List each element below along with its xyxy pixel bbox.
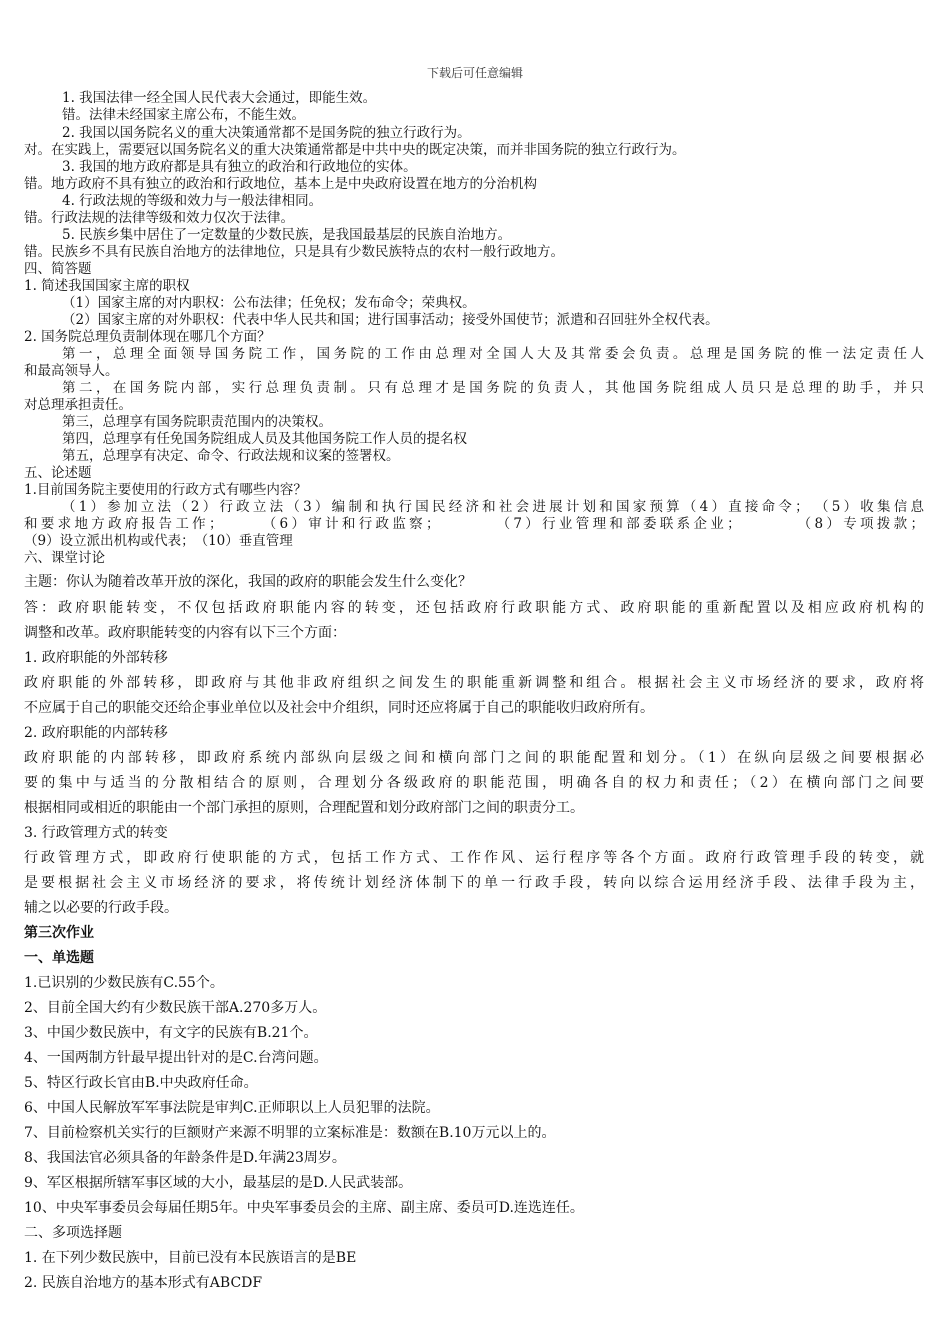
text-line: 2. 我国以国务院名义的重大决策通常都不是国务院的独立行政行为。 bbox=[62, 125, 471, 141]
text-line: 2、目前全国大约有少数民族干部A.270多万人。 bbox=[24, 1000, 327, 1016]
text-line: 7、目前检察机关实行的巨额财产来源不明罪的立案标准是：数额在B.10万元以上的。 bbox=[24, 1125, 556, 1141]
text-line: 行政管理方式，即政府行使职能的方式，包括工作方式、工作作风、运行程序等各个方面。政府行政管理手段的转变，就 bbox=[24, 850, 924, 866]
section-heading: 一、单选题 bbox=[24, 950, 94, 966]
text-line: 8、我国法官必须具备的年龄条件是D.年满23周岁。 bbox=[24, 1150, 346, 1166]
text-line: 5、特区行政长官由B.中央政府任命。 bbox=[24, 1075, 258, 1091]
text-line: 政府职能的外部转移，即政府与其他非政府组织之间发生的职能重新调整和组合。根据社会主义市场经济的要求，政府将 bbox=[24, 675, 924, 691]
text-line: 错。地方政府不具有独立的政治和行政地位，基本上是中央政府设置在地方的分治机构 bbox=[24, 176, 537, 192]
text-line: 调整和改革。政府职能转变的内容有以下三个方面： bbox=[24, 625, 346, 641]
text-line: 1. 政府职能的外部转移 bbox=[24, 650, 168, 666]
text-line: 1. 我国法律一经全国人民代表大会通过，即能生效。 bbox=[62, 90, 377, 106]
text-line: 不应属于自己的职能交还给企事业单位以及社会中介组织，同时还应将属于自己的职能收归政府所有。 bbox=[24, 700, 654, 716]
text-line: 对。在实践上，需要冠以国务院名义的重大决策通常都是中共中央的既定决策，而并非国务院的独立行政行为。 bbox=[24, 142, 686, 158]
text-line: （1）参加立法（2）行政立法（3）编制和执行国民经济和社会进展计划和国家预算（4）直接命令； （5）收集信息 bbox=[62, 499, 924, 515]
text-line: 和要求地方政府报告工作； （6）审计和行政监察； （7）行业管理和部委联系企业； （8）专项拨款； bbox=[24, 516, 924, 532]
text-line: 1.已识别的少数民族有C.55个。 bbox=[24, 975, 224, 991]
text-line: 2. 政府职能的内部转移 bbox=[24, 725, 168, 741]
text-line: 3、中国少数民族中，有文字的民族有B.21个。 bbox=[24, 1025, 318, 1041]
text-line: 主题：你认为随着改革开放的深化，我国的政府的职能会发生什么变化？ bbox=[24, 574, 472, 590]
page-header: 下载后可任意编辑 bbox=[426, 66, 523, 80]
text-line: 错。民族乡不具有民族自治地方的法律地位，只是具有少数民族特点的农村一般行政地方。 bbox=[24, 244, 564, 260]
text-line: （9）设立派出机构或代表； （10）垂直管理 bbox=[24, 533, 293, 549]
text-line: 四、简答题 bbox=[24, 261, 92, 277]
text-line: 是要根据社会主义市场经济的要求，将传统计划经济体制下的单一行政手段，转向以综合运用经济手段、法律手段为主， bbox=[24, 875, 924, 891]
text-line: 错。行政法规的法律等级和效力仅次于法律。 bbox=[24, 210, 294, 226]
text-line: 第三，总理享有国务院职责范围内的决策权。 bbox=[62, 414, 332, 430]
text-line: 二、多项选择题 bbox=[24, 1225, 122, 1241]
text-line: 6、中国人民解放军军事法院是审判C.正师职以上人员犯罪的法院。 bbox=[24, 1100, 440, 1116]
text-line: 10、中央军事委员会每届任期5年。中央军事委员会的主席、副主席、委员可D.连选连任。 bbox=[24, 1200, 584, 1216]
section-heading: 第三次作业 bbox=[24, 925, 94, 941]
text-line: 1.目前国务院主要使用的行政方式有哪些内容？ bbox=[24, 482, 307, 498]
text-line: 2. 国务院总理负责制体现在哪几个方面？ bbox=[24, 329, 271, 345]
text-line: 3. 我国的地方政府都是具有独立的政治和行政地位的实体。 bbox=[62, 159, 417, 175]
text-line: （2）国家主席的对外职权：代表中华人民共和国；进行国事活动；接受外国使节；派遣和召回驻外全权代表。 bbox=[62, 312, 719, 328]
text-line: 1. 简述我国国家主席的职权 bbox=[24, 278, 190, 294]
text-line: 4、一国两制方针最早提出针对的是C.台湾问题。 bbox=[24, 1050, 328, 1066]
text-line: 3. 行政管理方式的转变 bbox=[24, 825, 168, 841]
text-line: 五、论述题 bbox=[24, 465, 92, 481]
text-line: 1. 在下列少数民族中，目前已没有本民族语言的是BE bbox=[24, 1250, 357, 1266]
text-line: 要的集中与适当的分散相结合的原则，合理划分各级政府的职能范围，明确各自的权力和责任；（2）在横向部门之间要 bbox=[24, 775, 924, 791]
text-line: 根据相同或相近的职能由一个部门承担的原则，合理配置和划分政府部门之间的职责分工。 bbox=[24, 800, 584, 816]
text-line: 5. 民族乡集中居住了一定数量的少数民族，是我国最基层的民族自治地方。 bbox=[62, 227, 512, 243]
text-line: 9、军区根据所辖军事区域的大小，最基层的是D.人民武装部。 bbox=[24, 1175, 413, 1191]
text-line: 辅之以必要的行政手段。 bbox=[24, 900, 178, 916]
text-line: 政府职能的内部转移，即政府系统内部纵向层级之间和横向部门之间的职能配置和划分。（1）在纵向层级之间要根据必 bbox=[24, 750, 924, 766]
text-line: （1）国家主席的对内职权：公布法律；任免权；发布命令；荣典权。 bbox=[62, 295, 476, 311]
text-line: 第一，总理全面领导国务院工作，国务院的工作由总理对全国人大及其常委会负责。总理是国务院的惟一法定责任人 bbox=[62, 346, 924, 362]
text-line: 2. 民族自治地方的基本形式有ABCDF bbox=[24, 1275, 263, 1291]
text-line: 对总理承担责任。 bbox=[24, 397, 132, 413]
text-line: 第二，在国务院内部，实行总理负责制。只有总理才是国务院的负责人，其他国务院组成人员只是总理的助手，并只 bbox=[62, 380, 924, 396]
text-line: 第五，总理享有决定、命令、行政法规和议案的签署权。 bbox=[62, 448, 400, 464]
text-line: 答：政府职能转变，不仅包括政府职能内容的转变，还包括政府行政职能方式、政府职能的重新配置以及相应政府机构的 bbox=[24, 600, 924, 616]
text-line: 4. 行政法规的等级和效力与一般法律相同。 bbox=[62, 193, 323, 209]
text-line: 错。法律未经国家主席公布，不能生效。 bbox=[62, 107, 305, 123]
text-line: 六、课堂讨论 bbox=[24, 550, 105, 566]
text-line: 和最高领导人。 bbox=[24, 363, 119, 379]
text-line: 第四，总理享有任免国务院组成人员及其他国务院工作人员的提名权 bbox=[62, 431, 467, 447]
